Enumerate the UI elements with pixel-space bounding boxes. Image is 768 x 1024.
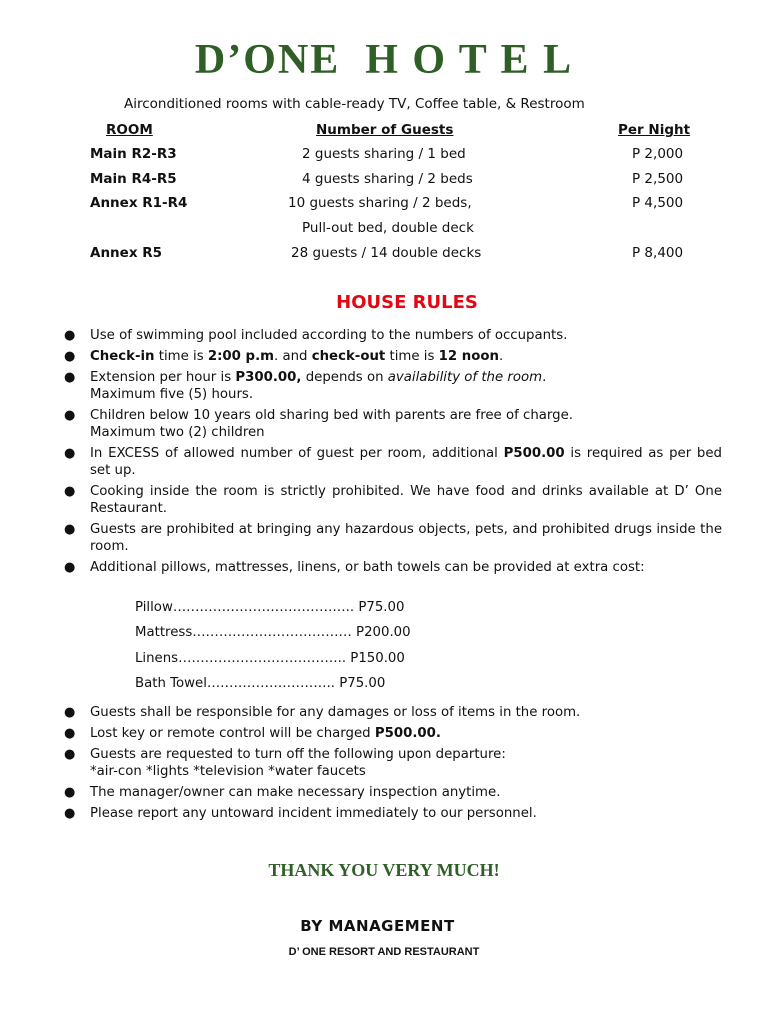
room-price: P 2,000 — [632, 146, 684, 162]
house-rules-heading: HOUSE RULES — [336, 292, 478, 313]
rules-group — [64, 327, 722, 576]
room-price: P 4,500 — [632, 195, 684, 211]
amenities-subtitle: Airconditioned rooms with cable-ready TV, Coffee table, & Restroom — [124, 96, 585, 112]
rule-text: Guests are prohibited at bringing any hazardous objects, pets, and prohibited drugs inside the room. — [90, 522, 722, 554]
rule-item — [64, 704, 722, 721]
bullet-icon: ● — [64, 484, 76, 499]
rule-line — [90, 704, 722, 721]
rule-text: Maximum five (5) hours. — [90, 387, 254, 402]
bullet-icon: ● — [64, 408, 76, 423]
rule-text: P500.00. — [374, 726, 441, 741]
rule-line — [90, 407, 722, 424]
rule-text: 2:00 p.m — [207, 349, 274, 364]
guest-count-extra: Pull-out bed, double deck — [302, 220, 474, 236]
rule-item — [64, 483, 722, 517]
rule-line — [90, 521, 722, 555]
room-name: Annex R5 — [90, 245, 163, 261]
bullet-icon: ● — [64, 349, 76, 364]
rule-text: *air-con *lights *television *water faucets — [90, 764, 366, 779]
rules-list-more — [64, 704, 722, 822]
rule-line — [90, 386, 722, 403]
rule-text: Check-in — [90, 349, 155, 364]
rule-text: In EXCESS of allowed number of guest per room, additional — [90, 446, 504, 461]
rule-line — [90, 559, 722, 576]
room-name: Main R4-R5 — [90, 171, 177, 187]
rule-text: Guests shall be responsible for any damages or loss of items in the room. — [90, 705, 581, 720]
rule-text: Guests are requested to turn off the following upon departure: — [90, 747, 506, 762]
rule-line — [90, 483, 722, 517]
col-header-guests: Number of Guests — [316, 122, 454, 138]
rule-text: 12 noon — [438, 349, 499, 364]
guest-count: 10 guests sharing / 2 beds, — [288, 195, 472, 211]
rules-list — [64, 327, 722, 576]
rule-text: . — [498, 349, 504, 364]
rule-text: time is — [385, 349, 439, 364]
rule-text: is required as per bed set up. — [90, 446, 722, 478]
bullet-icon: ● — [64, 806, 76, 821]
rule-text: Maximum two (2) children — [90, 425, 265, 440]
rule-item — [64, 746, 722, 780]
rule-item — [64, 784, 722, 801]
rule-text: Please report any untoward incident immediately to our personnel. — [90, 806, 537, 821]
rule-line — [90, 348, 722, 365]
rule-item — [64, 348, 722, 365]
rule-line — [90, 369, 722, 386]
rule-text: Additional pillows, mattresses, linens, or bath towels can be provided at extra cost: — [90, 560, 645, 575]
room-price: P 2,500 — [632, 171, 684, 187]
rule-text: P500.00 — [503, 446, 565, 461]
rule-text: Lost key or remote control will be charged — [90, 726, 375, 741]
rules-group — [64, 704, 722, 822]
rule-item — [64, 559, 722, 576]
rule-text: availability of the room — [387, 370, 543, 385]
guest-count: 2 guests sharing / 1 bed — [302, 146, 466, 162]
rule-text: Cooking inside the room is strictly prohibited. We have food and drinks available at D’ One Restaurant. — [90, 484, 722, 516]
rule-text: P300.00, — [235, 370, 302, 385]
rule-text: Use of swimming pool included according to the numbers of occupants. — [90, 328, 568, 343]
rule-item — [64, 445, 722, 479]
bullet-icon: ● — [64, 560, 76, 575]
room-price: P 8,400 — [632, 245, 684, 261]
rule-text: . and — [274, 349, 312, 364]
rule-line — [90, 327, 722, 344]
extra-item-linens: Linens……………………………….. P150.00 — [135, 651, 405, 666]
extra-item-pillow: Pillow………………………………….. P75.00 — [135, 600, 405, 615]
rule-line — [90, 784, 722, 801]
rule-item — [64, 327, 722, 344]
extra-item-mattress: Mattress……………………………… P200.00 — [135, 625, 411, 640]
rule-line — [90, 805, 722, 822]
rule-line — [90, 445, 722, 479]
rule-item — [64, 725, 722, 742]
rule-text: time is — [154, 349, 208, 364]
room-name: Annex R1-R4 — [90, 195, 188, 211]
rule-text: The manager/owner can make necessary inspection anytime. — [90, 785, 501, 800]
thank-you-message: THANK YOU VERY MUCH! — [268, 860, 500, 880]
page-title: D’ONE H O T E L — [194, 37, 574, 83]
guest-count: 4 guests sharing / 2 beds — [302, 171, 473, 187]
rule-line — [90, 424, 722, 441]
rule-text: . — [542, 370, 547, 385]
bullet-icon: ● — [64, 747, 76, 762]
rule-text: Children below 10 years old sharing bed with parents are free of charge. — [90, 408, 573, 423]
bullet-icon: ● — [64, 522, 76, 537]
room-name: Main R2-R3 — [90, 146, 177, 162]
rule-text: Extension per hour is — [90, 370, 236, 385]
col-header-per-night: Per Night — [618, 122, 691, 138]
rule-text: depends on — [301, 370, 388, 385]
bullet-icon: ● — [64, 446, 76, 461]
guest-count: 28 guests / 14 double decks — [291, 245, 482, 261]
bullet-icon: ● — [64, 726, 76, 741]
col-header-room: ROOM — [106, 122, 153, 138]
rule-line — [90, 746, 722, 763]
rule-item — [64, 407, 722, 441]
bullet-icon: ● — [64, 785, 76, 800]
resort-name: D’ ONE RESORT AND RESTAURANT — [288, 946, 480, 958]
by-management: BY MANAGEMENT — [300, 917, 455, 935]
rule-item — [64, 521, 722, 555]
rule-line — [90, 763, 722, 780]
rule-item — [64, 369, 722, 403]
rule-item — [64, 805, 722, 822]
bullet-icon: ● — [64, 370, 76, 385]
extra-item-bath-towel: Bath Towel……………………….. P75.00 — [135, 676, 386, 691]
bullet-icon: ● — [64, 705, 76, 720]
rule-text: check-out — [311, 349, 386, 364]
bullet-icon: ● — [64, 328, 76, 343]
rule-line — [90, 725, 722, 742]
